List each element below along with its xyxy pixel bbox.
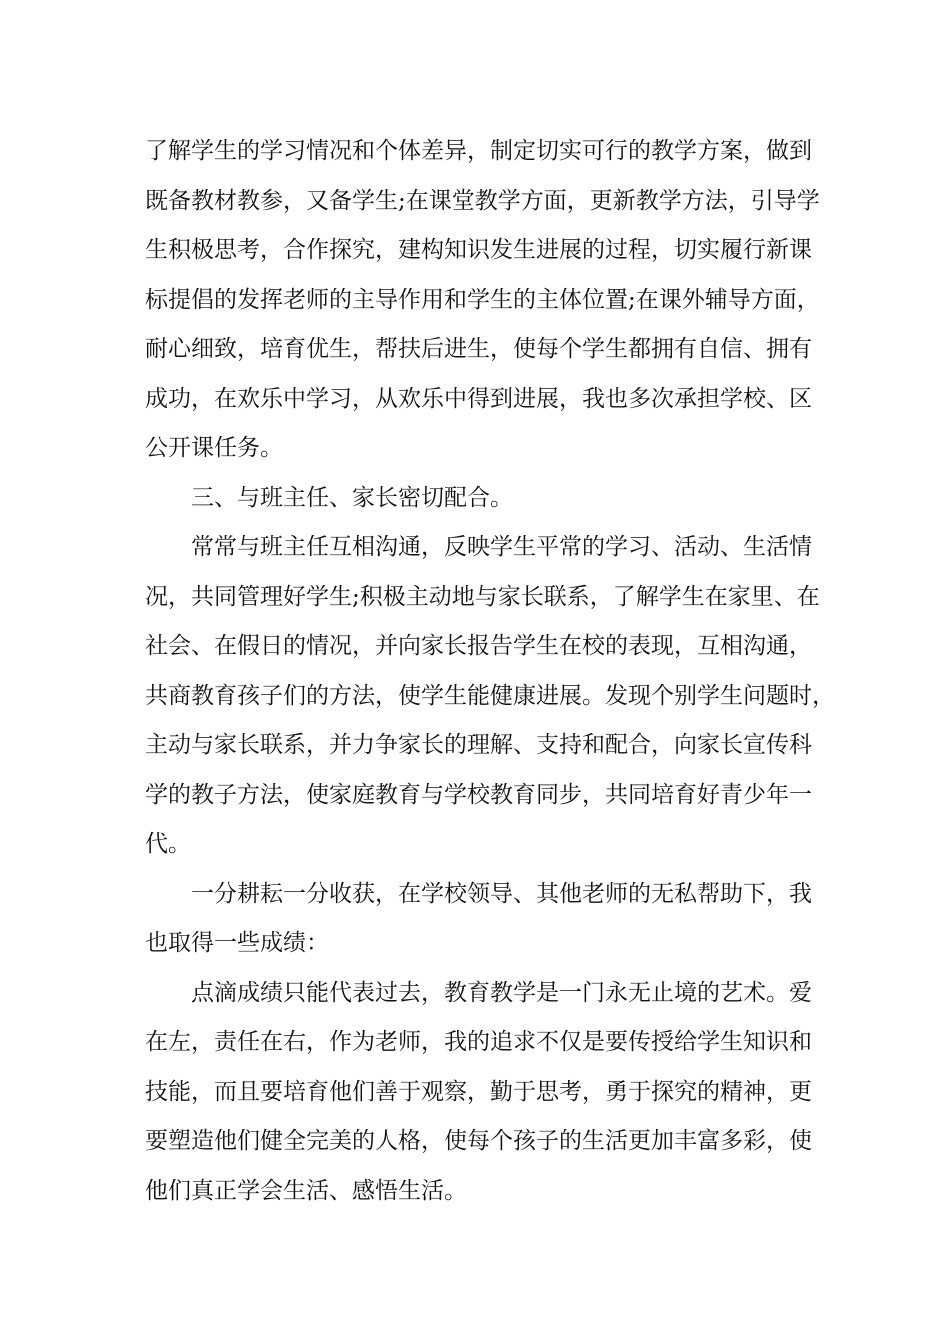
- text-line: 技能，而且要培育他们善于观察，勤于思考，勇于探究的精神，更: [145, 1078, 812, 1105]
- text-line: 成功，在欢乐中学习，从欢乐中得到进展，我也多次承担学校、区: [145, 385, 812, 412]
- text-line: 一分耕耘一分收获，在学校领导、其他老师的无私帮助下，我: [191, 880, 812, 907]
- text-line: 在左，责任在右，作为老师，我的追求不仅是要传授给学生知识和: [145, 1029, 812, 1055]
- text-line: 主动与家长联系，并力争家长的理解、支持和配合，向家长宣传科: [145, 732, 812, 758]
- text-line: 生积极思考，合作探究，建构知识发生进展的过程，切实履行新课: [145, 237, 812, 263]
- text-line: 公开课任务。: [145, 435, 283, 461]
- text-line: 况，共同管理好学生;积极主动地与家长联系，了解学生在家里、在: [145, 583, 820, 610]
- text-line: 常常与班主任互相沟通，反映学生平常的学习、活动、生活情: [191, 534, 812, 560]
- section-heading: 三、与班主任、家长密切配合。: [191, 484, 513, 511]
- text-line: 社会、在假日的情况，并向家长报告学生在校的表现，互相沟通，: [145, 633, 812, 659]
- text-line: 代。: [145, 831, 191, 857]
- document-body: [145, 127, 835, 1216]
- text-line: 点滴成绩只能代表过去，教育教学是一门永无止境的艺术。爱: [191, 979, 812, 1006]
- text-line: 标提倡的发挥老师的主导作用和学生的主体位置;在课外辅导方面，: [145, 286, 820, 313]
- text-line: 耐心细致，培育优生，帮扶后进生，使每个学生都拥有自信、拥有: [145, 336, 812, 362]
- text-line: 他们真正学会生活、感悟生活。: [145, 1177, 467, 1204]
- text-line: 学的教子方法，使家庭教育与学校教育同步，共同培育好青少年一: [145, 781, 812, 808]
- text-line: 要塑造他们健全完美的人格，使每个孩子的生活更加丰富多彩，使: [145, 1128, 812, 1154]
- text-line: 既备教材教参，又备学生;在课堂教学方面，更新教学方法，引导学: [145, 187, 820, 214]
- text-line: 了解学生的学习情况和个体差异，制定切实可行的教学方案，做到: [145, 138, 812, 164]
- text-line: 共商教育孩子们的方法，使学生能健康进展。发现个别学生问题时，: [145, 682, 835, 709]
- text-line: 也取得一些成绩：: [145, 930, 329, 956]
